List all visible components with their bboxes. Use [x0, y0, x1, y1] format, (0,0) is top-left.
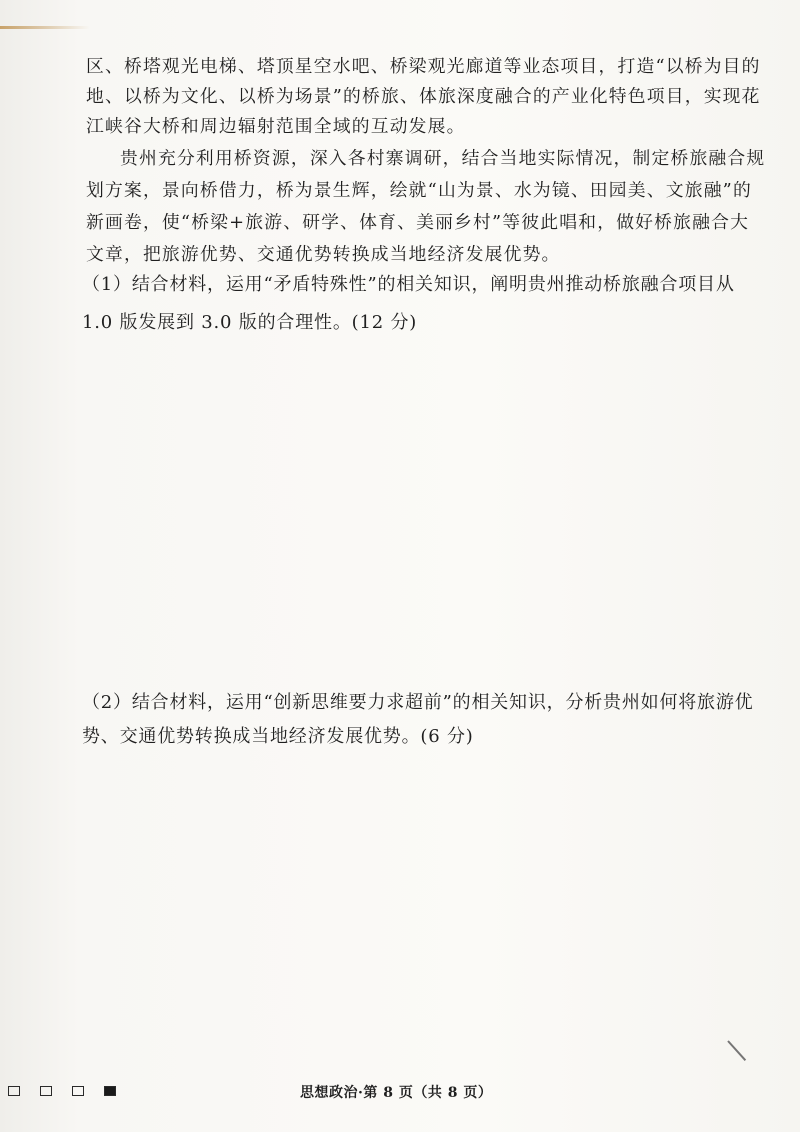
passage-line: 地、以桥为文化、以桥为场景”的桥旅、体旅深度融合的产业化特色项目，实现花: [86, 86, 761, 107]
passage-line: 江峡谷大桥和周边辐射范围全域的互动发展。: [86, 116, 466, 137]
question-2-line: 势、交通优势转换成当地经济发展优势。(6 分): [82, 726, 474, 747]
page-footer: [0, 1082, 800, 1106]
page-number: 思想政治·第 8 页（共 8 页）: [300, 1085, 493, 1101]
footer-box-icon: [72, 1086, 84, 1096]
footer-filled-box-icon: [104, 1086, 116, 1096]
passage-line: 文章，把旅游优势、交通优势转换成当地经济发展优势。: [86, 244, 561, 265]
question-1-line: （1）结合材料，运用“矛盾特殊性”的相关知识，阐明贵州推动桥旅融合项目从: [82, 274, 735, 295]
passage-line: 划方案，景向桥借力，桥为景生辉，绘就“山为景、水为镜、田园美、文旅融”的: [86, 180, 752, 201]
question-1-line: 1.0 版发展到 3.0 版的合理性。(12 分): [82, 312, 418, 333]
footer-box-icon: [40, 1086, 52, 1096]
footer-box-icon: [8, 1086, 20, 1096]
question-2-line: （2）结合材料，运用“创新思维要力求超前”的相关知识，分析贵州如何将旅游优: [82, 692, 754, 713]
passage-line: 区、桥塔观光电梯、塔顶星空水吧、桥梁观光廊道等业态项目，打造“以桥为目的: [86, 56, 761, 77]
top-edge-mark: [0, 26, 90, 29]
passage-line: 新画卷，使“桥梁+旅游、研学、体育、美丽乡村”等彼此唱和，做好桥旅融合大: [86, 212, 750, 233]
passage-line: 贵州充分利用桥资源，深入各村寨调研，结合当地实际情况，制定桥旅融合规: [120, 148, 766, 169]
